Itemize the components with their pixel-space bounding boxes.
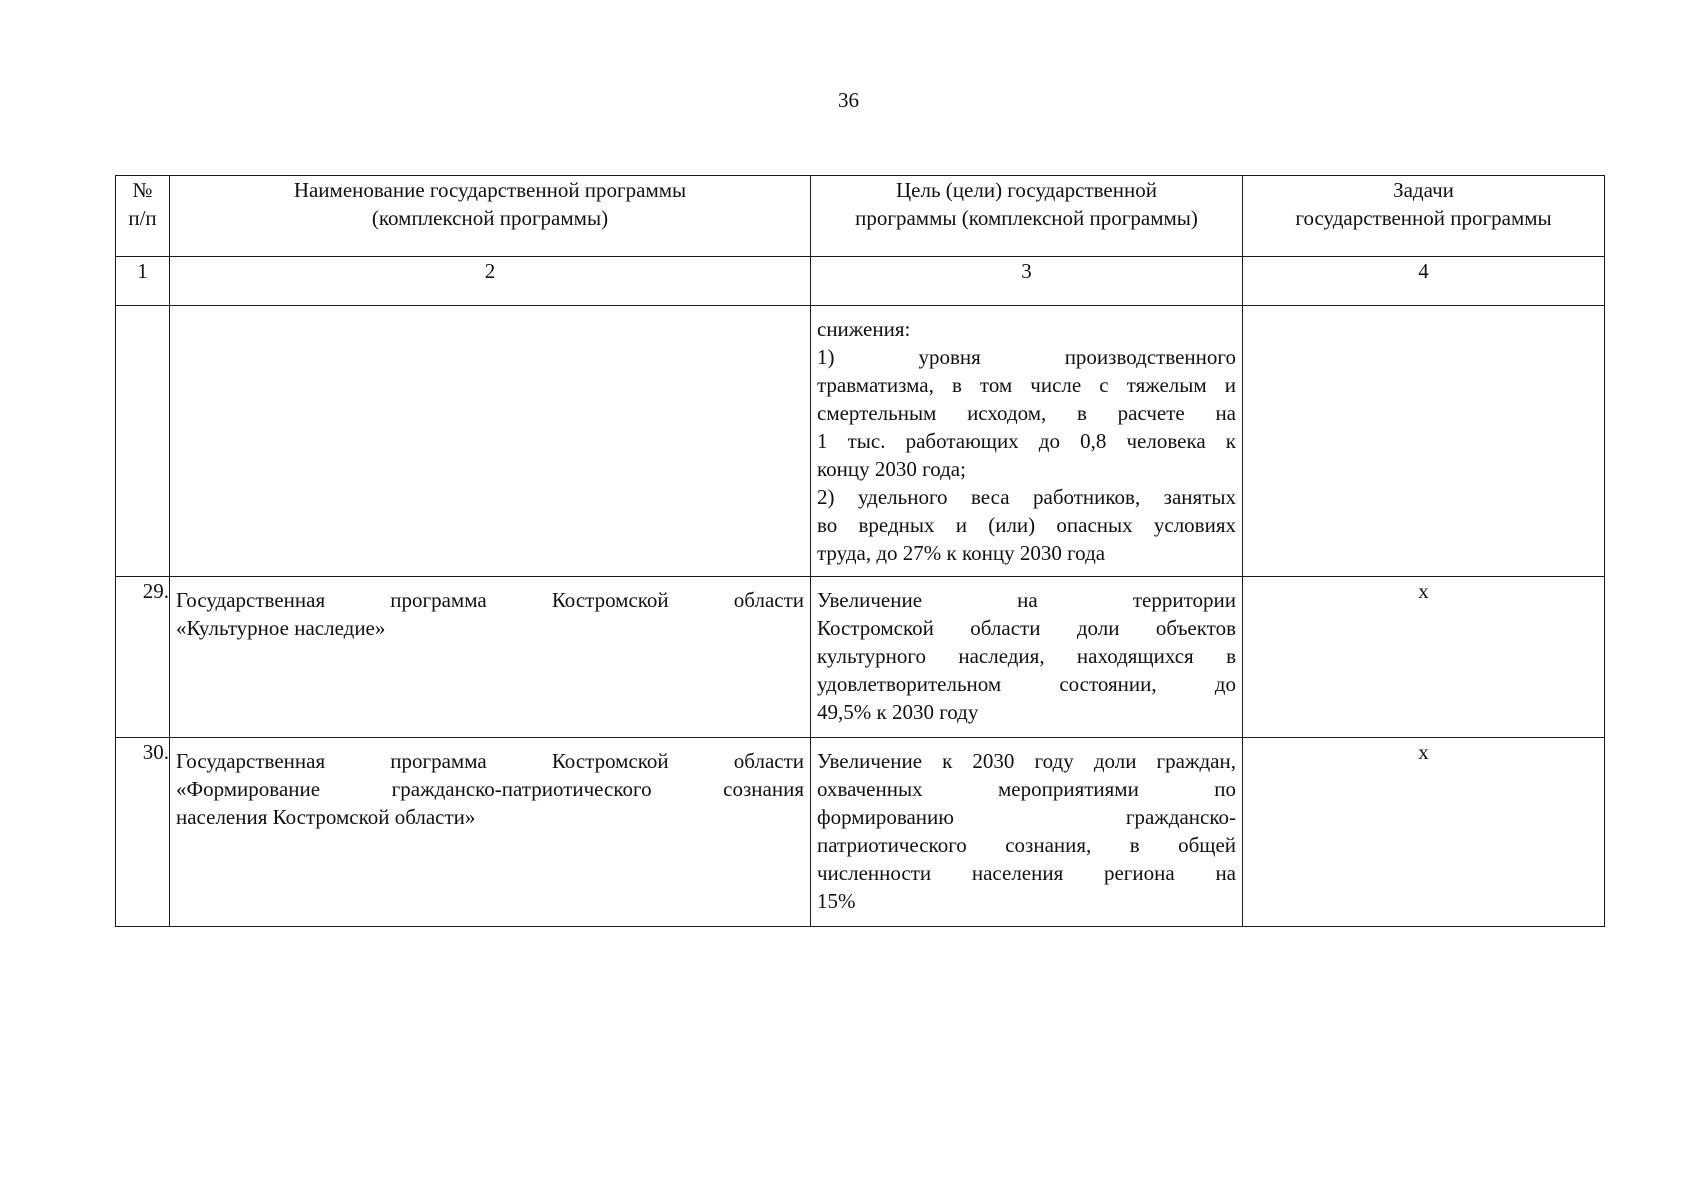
program-goal-cell	[811, 306, 1243, 577]
goal-text-line: 49,5% к 2030 году	[817, 700, 979, 724]
program-goal-cell	[811, 738, 1243, 927]
program-name-cell	[170, 738, 811, 927]
header-program-tasks	[1243, 176, 1605, 257]
header-text-line: государственной программы	[1295, 206, 1552, 230]
program-name-line: «Культурное наследие»	[176, 616, 386, 640]
header-text-line: (комплексной программы)	[371, 206, 609, 230]
goal-text-line: удовлетворительном состоянии, до	[817, 672, 1236, 696]
goal-text-line: труда, до 27% к концу 2030 года	[817, 541, 1106, 565]
goal-text-line: 1) уровня производственного	[817, 345, 1236, 369]
column-number: 1	[116, 257, 170, 306]
column-number: 2	[170, 257, 811, 306]
row-number	[116, 306, 170, 577]
goal-text-line: Увеличение к 2030 году доли граждан,	[817, 749, 1236, 773]
goal-text-line: Увеличение на территории	[817, 588, 1236, 612]
header-text-line: программы (комплексной программы)	[855, 206, 1198, 230]
goal-text-line: охваченных мероприятиями по	[817, 777, 1236, 801]
header-number	[116, 176, 170, 257]
column-number: 3	[811, 257, 1243, 306]
goal-text-line: смертельным исходом, в расчете на	[817, 401, 1236, 425]
goal-text-line: во вредных и (или) опасных условиях	[817, 513, 1236, 537]
header-program-goal	[811, 176, 1243, 257]
program-tasks-cell	[1243, 306, 1605, 577]
page-number: 36	[838, 88, 859, 112]
goal-text-line: 2) удельного веса работников, занятых	[817, 485, 1236, 509]
program-name-line: «Формирование гражданско-патриотического сознания	[176, 777, 804, 801]
goal-text-line: травматизма, в том числе с тяжелым и	[817, 373, 1236, 397]
program-name-line: населения Костромской области»	[176, 805, 476, 829]
table-row	[116, 738, 1605, 927]
goal-text-line: культурного наследия, находящихся в	[817, 644, 1236, 668]
header-text-line: №	[132, 178, 153, 202]
column-number: 4	[1243, 257, 1605, 306]
program-goal-cell	[811, 577, 1243, 738]
program-tasks-cell: x	[1243, 577, 1605, 738]
table-row	[116, 306, 1605, 577]
header-text-line: Задачи	[1393, 178, 1454, 202]
goal-text-line: концу 2030 года;	[817, 457, 966, 481]
header-program-name	[170, 176, 811, 257]
header-text-line: Наименование государственной программы	[293, 178, 687, 202]
header-text-line: Цель (цели) государственной	[896, 178, 1157, 202]
row-number: 30.	[116, 738, 170, 927]
goal-text-line: 15%	[817, 889, 856, 913]
goal-text-line: патриотического сознания, в общей	[817, 833, 1236, 857]
column-number-row	[116, 257, 1605, 306]
state-programs-table	[115, 175, 1605, 927]
goal-text-line: Костромской области доли объектов	[817, 616, 1236, 640]
table-row	[116, 577, 1605, 738]
program-name-cell	[170, 306, 811, 577]
table-header-row	[116, 176, 1605, 257]
header-text-line: п/п	[128, 206, 157, 230]
row-number: 29.	[116, 577, 170, 738]
program-name-line: Государственная программа Костромской области	[176, 749, 804, 773]
program-tasks-cell: x	[1243, 738, 1605, 927]
program-name-line: Государственная программа Костромской области	[176, 588, 804, 612]
program-name-cell	[170, 577, 811, 738]
goal-text-line: 1 тыс. работающих до 0,8 человека к	[817, 429, 1236, 453]
goal-text-line: формированию гражданско-	[817, 805, 1236, 829]
goal-text-line: численности населения региона на	[817, 861, 1236, 885]
goal-text-line: снижения:	[817, 317, 911, 341]
